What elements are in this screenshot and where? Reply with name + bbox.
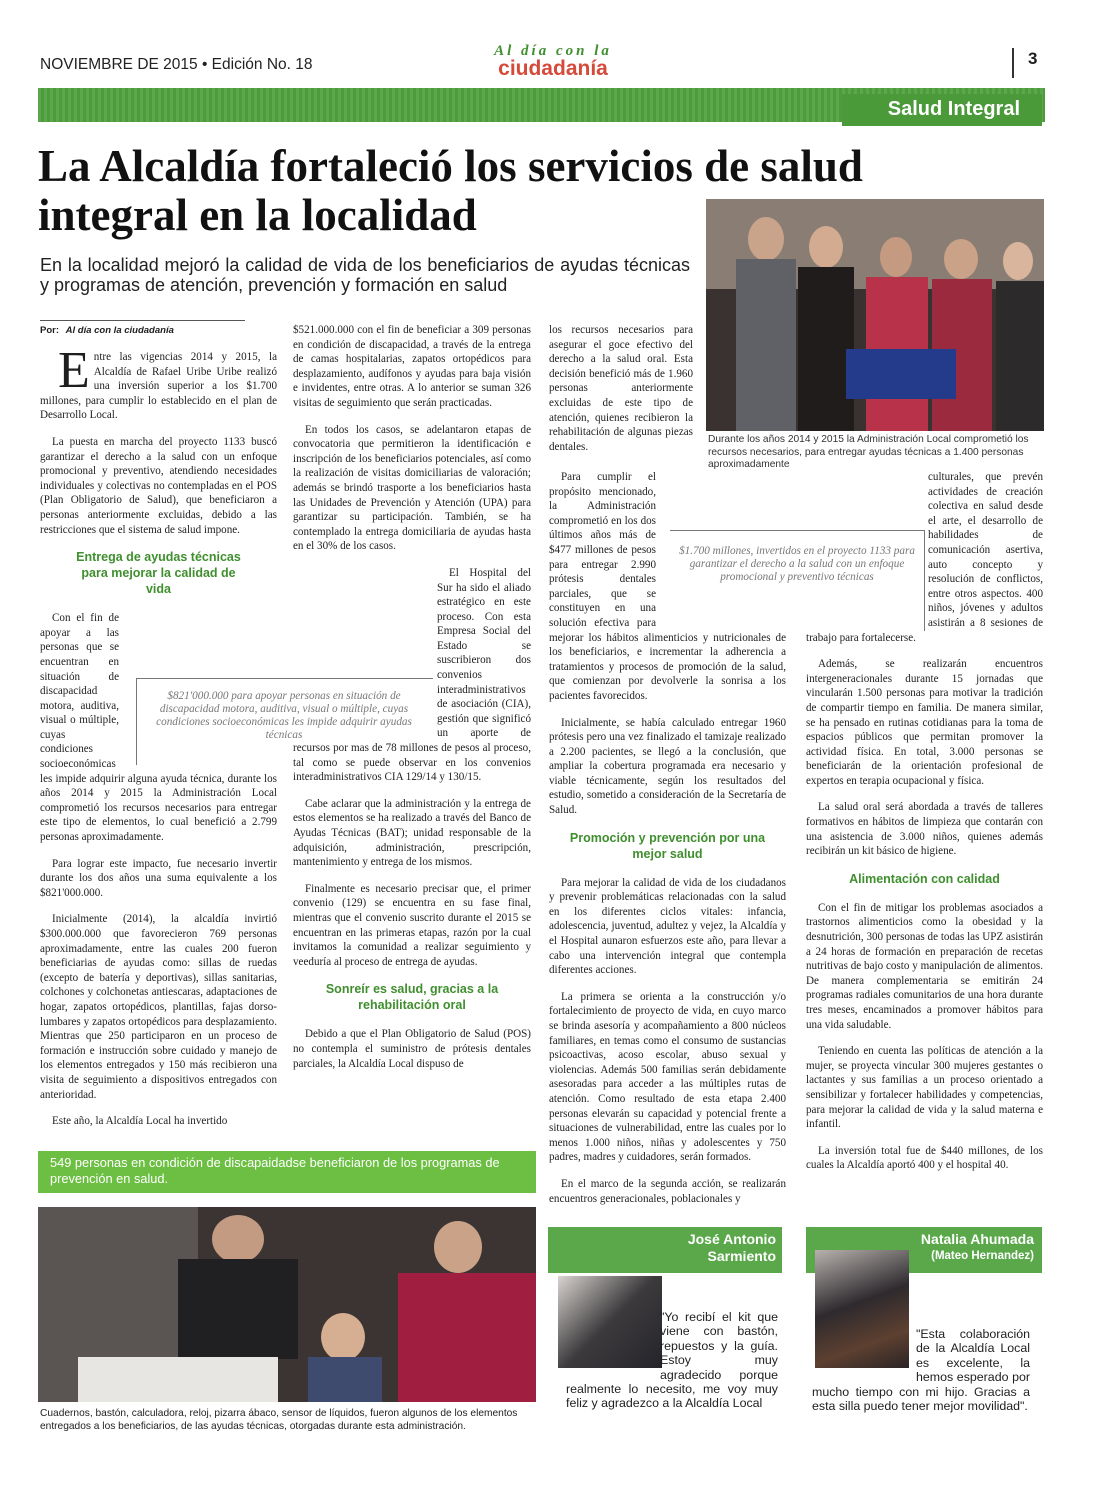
stat-banner-text: 549 personas en condición de discapaidadse beneficiaron de los programas de prevención en salud.: [50, 1155, 500, 1186]
photo-delivery: [38, 1207, 536, 1402]
col1-p4: Para lograr este impacto, fue necesario invertir durante los dos años una suma equivalente a los $821'000.000.: [40, 857, 277, 899]
col1-p6: Este año, la Alcaldía Local ha invertido: [52, 1115, 228, 1128]
photo-top-caption: Durante los años 2014 y 2015 la Administración Local comprometió los recursos necesarios, para entregar ayudas técnicas a 1.400 personas aproximadamente: [708, 434, 1029, 471]
pullquote-2: $1.700 millones, invertidos en el proyecto 1133 para garantizar el derecho a la salud con un enfoque promocional y preventivo técnicas: [679, 545, 915, 583]
col4-p3: La salud oral será abordada a través de talleres formativos en hábitos de limpieza que contarán con una asistencia de 3.000 niños, quienes además recibirán un kit básico de higiene.: [806, 801, 1043, 858]
byline-label: Por:: [40, 325, 59, 336]
testimonial-2-name-line1: Natalia Ahumada: [920, 1231, 1034, 1247]
col2-p3: El Hospital del Sur ha sido el aliado estratégico en este proceso. Con esta Empresa Social del Estado se suscribieron dos convenios interadministrativos de asociación (CIA), gestión que significó un aporte de recursos por mas de 78 millones de pesos al proceso, tal como se puede observar en los convenios interadministrativos CIA 129/14 y 130/15.: [293, 566, 531, 784]
header-divider: [1012, 48, 1014, 78]
col3-p3: Para mejorar la calidad de vida de los ciudadanos y prevenir problemáticas relacionadas con la salud en los diferentes ciclos vitales: infancia, adolescencia, juventud, adultez y vejez, la Alcaldía y el Hospital aunaron esfuerzos este año, para llevar a cabo una intervención integral que contempla diferentes acciones.: [549, 876, 786, 977]
headline: La Alcaldía fortaleció los servicios de salud integral en la localidad: [38, 141, 863, 240]
testimonial-1-quote-text: "Yo recibí el kit que viene con bastón, repuestos y la guía. Estoy muy agradecido porque realmente lo necesito, me voy muy feliz y agradezco a la Alcaldía Local: [566, 1310, 778, 1411]
date-edition: NOVIEMBRE DE 2015 • Edición No. 18: [40, 56, 313, 73]
subhead-entrega: Entrega de ayudas técnicas para mejorar la calidad de vida: [76, 550, 241, 597]
photo-group-beneficiaries: [706, 199, 1044, 431]
photo-bottom-caption: Cuadernos, bastón, calculadora, reloj, pizarra ábaco, sensor de líquidos, fueron algunos de los elementos entregados a los beneficiarios, de las ayudas técnicas, otorgadas durante esta administración.: [40, 1408, 518, 1432]
col2-p2: En todos los casos, se adelantaron etapas de convocatoria que permitieron la identificación e inscripción de los beneficiarios potenciales, así como la realización de visitas domiciliarias de valoración; además se brindó trasporte a los beneficiarios hasta las Unidades de Prevención y Atención (UPA) para garantizar su participación. También, se ha contemplado la entrega domiciliaria de ayudas hasta en el 30% de los casos.: [293, 423, 531, 553]
col1-p5: Inicialmente (2014), la alcaldía invirtió $300.000.000 que favorecieron 769 personas aproximadamente, entre las cuales 200 fueron beneficiarias de ayudas como: sillas de ruedas (excepto de batería y deportivas), sillas sanitarias, colchones y colchonetas antiescaras, adaptaciones de hogar, zapatos ortopédicos, plantillas, fajas dorso-lumbares y zapatos ortopédicos para desplazamiento. Mientras que 250 participaron en un proceso de formación e instrucción sobre cuidado y manejo de los elementos entregados y 150 más recibieron una visita de seguimiento a dispositivos entregados con anterioridad.: [40, 913, 277, 1101]
subhead-sonreir: Sonreír es salud, gracias a la rehabilitación oral: [325, 982, 499, 1013]
col4-p6: La inversión total fue de $440 millones, de los cuales la Alcaldía aportó 400 y el hospital 40.: [806, 1144, 1043, 1172]
photo-delivery-illustration: [38, 1207, 536, 1402]
pullquote2-spacer-2: [804, 506, 922, 616]
byline-author: Al día con la ciudadanía: [65, 325, 174, 336]
byline: [40, 325, 174, 336]
col2-p1: $521.000.000 con el fin de beneficiar a 309 personas en condición de discapacidad, a través de la entrega de camas hospitalarias, zapatos ortopédicos para desplazamiento, audífonos y ayudas para baja visión e invidentes, entre otras. A lo anterior se suman 326 visitas de seguimiento que serán practicadas.: [293, 324, 531, 409]
testimonial-1-name-line2: Sarmiento: [707, 1248, 776, 1264]
testimonial-2-spacer: [812, 1327, 916, 1371]
subhead-promocion: Promoción y prevención por una mejor salud: [569, 830, 766, 861]
logo-top: Al día con la: [494, 43, 612, 59]
col2-p5: Finalmente es necesario precisar que, el primer convenio (129) se encuentra en su fase final, mientras que el convenio suscrito durante el 2015 se encuentran en las primeras etapas, razón por la cual invitamos la comunidad a realizar seguimiento y veeduría al proceso de entrega de ayudas.: [293, 882, 531, 968]
col4-p5: Teniendo en cuenta las políticas de atención a la mujer, se proyecta vincular 300 mujeres gestantes o lactantes y sus familias a un proceso orientado a sensibilizar y fortalecer habilidades y competencias, para mejorar la calidad de vida y la salud materna e infantil.: [806, 1045, 1043, 1131]
testimonial-2-name-line2: (Mateo Hernandez): [931, 1250, 1034, 1262]
col1-p2: La puesta en marcha del proyecto 1133 buscó garantizar el derecho a la salud con un enfoque promocional y preventivo, atendiendo necesidades individuales y colectivas no contempladas en el POS (Plan Obligatorio de Salud), que beneficiaron a personas anteriormente excluidas, debido a las restricciones que el sistema de salud impone.: [40, 435, 277, 536]
col3-p1: Para cumplir el propósito mencionado, la Administración comprometió en los dos últimos años más de $477 millones de pesos para entregar 2.990 prótesis dentales parciales, que se constituyen en una solución efectiva para mejorar los hábitos alimenticios y nutricionales de los beneficiarios, e incrementar la adherencia a tratamientos y procesos de promoción de la salud, que comienzan por devolverle la sonrisa a los pacientes favorecidos.: [549, 471, 786, 702]
col2-p6: Debido a que el Plan Obligatorio de Salud (POS) no contempla el suministro de prótesis dentales parciales, la Alcaldía Local dispuso de: [293, 1028, 531, 1070]
page-number: 3: [1028, 49, 1038, 68]
col1-p3: Con el fin de apoyar a las personas que se encuentran en situación de discapacidad motora, auditiva, visual o múltiple, cuyas condiciones socioeconómicas les impide adquirir alguna ayuda técnica, durante los años 2014 y 2015 la Administración Local comprometió los recursos necesarios para entregar este tipo de elementos, lo cual benefició a 2.799 personas aproximadamente.: [40, 612, 277, 844]
col4-p2: Además, se realizarán encuentros intergeneracionales durante 15 jornadas que vincularán 1.500 personas para motivar la tradición de compartir tiempo en familia. De manera similar, se ha pensado en rutinas cotidianas para la toma de espacios públicos que permitan promover la actividad física. En total, 3.000 personas se beneficiarán de la orientación profesional de expertos en terapia ocupacional y física.: [806, 658, 1043, 787]
testimonial-1-spacer: [558, 1310, 660, 1378]
logo-bottom: ciudadanía: [498, 57, 608, 80]
section-label: Salud Integral: [887, 98, 1020, 120]
testimonial-2-quote-text: "Esta colaboración de la Alcaldía Local es excelente, la hemos esperado por mucho tiempo con mi hijo. Gracias a esta silla puedo tener mejor movilidad".: [812, 1327, 1030, 1414]
pullquote-1: $821'000.000 para apoyar personas en situación de discapacidad motora, auditiva, visual o múltiple, cuyas condiciones socioeconómicas les impide adquirir ayudas técnicas: [156, 690, 412, 741]
testimonial-2-quote: [812, 1327, 1030, 1413]
col1-p1: ntre las vigencias 2014 y 2015, la Alcaldía de Rafael Uribe Uribe realizó una inversión superior a los $1.700 millones, para cumplir lo establecido en el plan de Desarrollo Local.: [40, 351, 277, 422]
byline-rule: [40, 320, 245, 321]
column-3-top: [549, 323, 693, 466]
col3-p2: Inicialmente, se había calculado entregar 1960 prótesis pero una vez finalizado el tamizaje realizado a 2.200 pacientes, se llegó a la conclusión, que ampliar la cobertura programada era necesario y viable técnicamente, según los resultados del estudio, sometido a consideración de la Secretaría de Salud.: [549, 716, 786, 817]
masthead-logo: [468, 44, 638, 79]
testimonial-1-name-line1: José Antonio: [687, 1231, 776, 1247]
col3-top-p1: los recursos necesarios para asegurar el goce efectivo del derecho a la salud oral. Esta decisión benefició más de 1.960 personas anteriormente excluidas de este tipo de atención, quienes recibieron la rehabilitación de algunas piezas dentales.: [549, 324, 693, 453]
testimonial-1-quote: [566, 1310, 778, 1411]
testimonial-1-name: [560, 1231, 776, 1265]
subhead-alimentacion: Alimentación con calidad: [849, 871, 1000, 886]
col4-p4: Con el fin de mitigar los problemas asociados a trastornos alimenticios como la obesidad y la desnutrición, 300 personas de todas las UPZ asistirán a 24 horas de formación en preparación de recetas nutritivas de bajo costo y manipulación de alimentos. De manera complementaria se emitirán 24 programas radiales comunitarios de una hora durante tres meses, encaminados a promover hábitos para una vida saludable.: [806, 901, 1043, 1031]
col2-p4: Cabe aclarar que la administración y la entrega de estos elementos se ha realizado a través del Banco de Ayudas Técnicas (BAT); unidad responsable de la adquisición, administración, prescripción, mantenimiento y entrega de los mismos.: [293, 797, 531, 869]
dropcap: E: [58, 342, 90, 399]
deck: En la localidad mejoró la calidad de vida de los beneficiarios de ayudas técnicas y programas de atención, prevención y formación en salud: [40, 255, 690, 295]
photo-people-illustration: [706, 199, 1044, 431]
col3-p5: En el marco de la segunda acción, se realizarán encuentros generacionales, poblacionales y: [549, 1177, 786, 1205]
col4-p1: culturales, que prevén actividades de creación colectiva en salud desde el arte, el desarrollo de habilidades de comunicación asertiva, auto concepto y resolución de conflictos, entre otros aspectos. 400 niños, jóvenes y adultos asistirán a 8 sesiones de trabajo para fortalecerse.: [806, 471, 1043, 644]
column-4: [806, 470, 1043, 1185]
col3-p4: La primera se orienta a la construcción y/o fortalecimiento de proyecto de vida, en cuyo marco se brinda asesoría y acompañamiento a 800 núcleos familiares, en temas como el consumo de sustancias psicoactivas, acoso escolar, abuso sexual y violencias. Además 500 familias serán debidamente asesoradas para acceder a las múltiples rutas de atención. Como resultado de esta etapa 2.400 personas elevarán su capacidad y potencial frente a situaciones de vulnerabilidad, entre las cuales por lo menos 1.000 niños, niñas y adolescentes y 750 padres, madres y cuidadores, serán formados.: [549, 990, 786, 1164]
